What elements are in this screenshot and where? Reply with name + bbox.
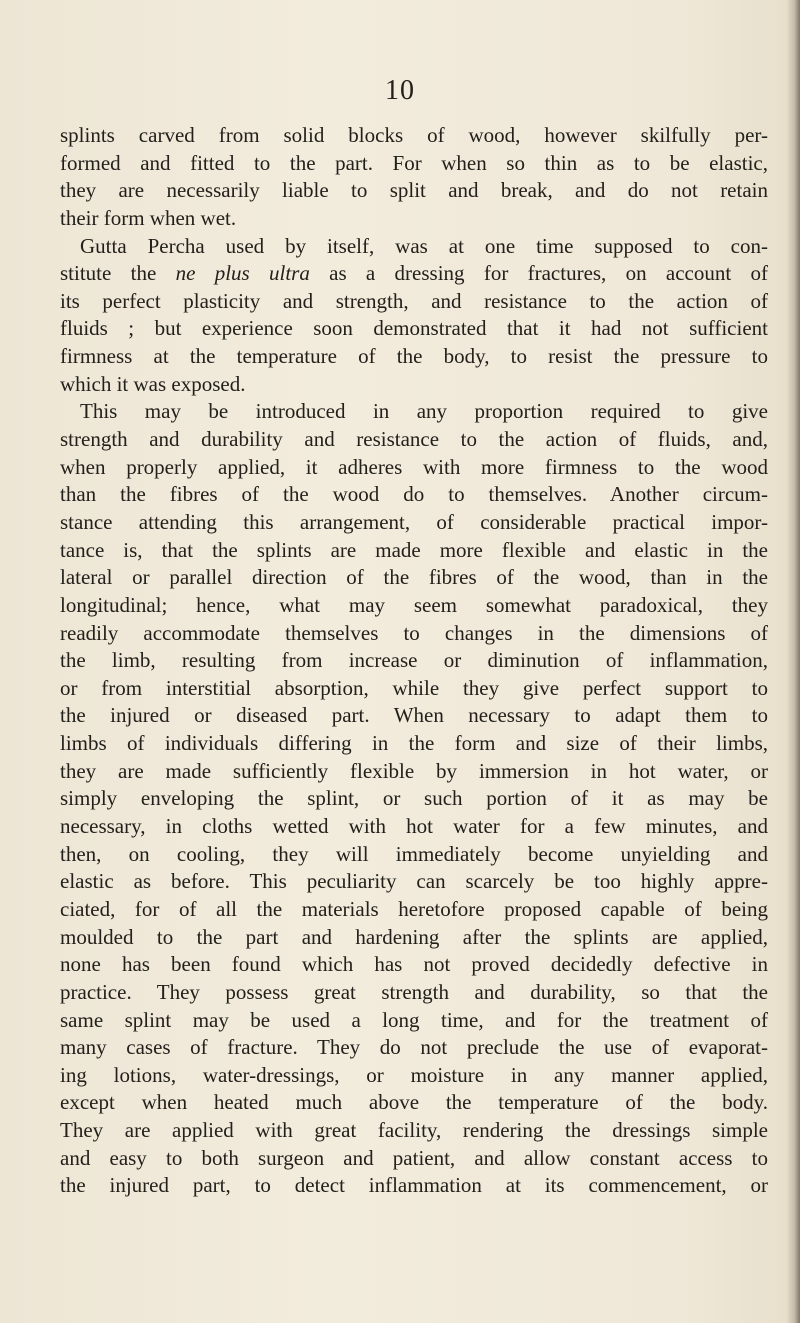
text-line: [60, 260, 768, 288]
text-line: then, on cooling, they will immediately become unyielding and: [60, 841, 768, 866]
text-line: splints carved from solid blocks of wood, however skilfully per-: [60, 123, 768, 147]
text-line: the injured or diseased part. When necessary to adapt them to: [60, 703, 768, 728]
text-line: ing lotions, water-dressings, or moisture in any manner applied,: [60, 1062, 768, 1087]
text-line: their form when wet.: [60, 205, 237, 230]
text-line: or from interstitial absorption, while they give perfect support to: [60, 675, 768, 700]
text-line: elastic as before. This peculiarity can scarcely be too highly appre-: [60, 869, 768, 894]
text-line: firmness at the temperature of the body, to resist the pressure to: [60, 344, 768, 369]
text-line: Gutta Percha used by itself, was at one time supposed to con-: [80, 233, 768, 258]
text-line: and easy to both surgeon and patient, and allow constant access to: [60, 1145, 768, 1170]
text-line: none has been found which has not proved decidedly defective in: [60, 952, 768, 977]
text-line: stance attending this arrangement, of considerable practical impor-: [60, 509, 768, 534]
text-line: they are necessarily liable to split and break, and do not retain: [60, 178, 768, 203]
page-number: 10: [385, 75, 415, 106]
latin-phrase: ne plus ultra: [175, 261, 310, 286]
text-line: except when heated much above the temperature of the body.: [60, 1090, 768, 1115]
text-line: simply enveloping the splint, or such portion of it as may be: [60, 786, 768, 811]
text-line: the injured part, to detect inflammation at its commencement, or: [60, 1173, 768, 1198]
text-line: tance is, that the splints are made more flexible and elastic in the: [60, 537, 768, 562]
text-line: moulded to the part and hardening after the splints are applied,: [60, 924, 768, 949]
text-line: ciated, for of all the materials heretofore proposed capable of being: [60, 896, 768, 921]
text-line: fluids ; but experience soon demonstrated that it had not sufficient: [60, 316, 768, 341]
text-line: its perfect plasticity and strength, and resistance to the action of: [60, 288, 768, 313]
text-line: strength and durability and resistance to the action of fluids, and,: [60, 427, 768, 452]
text-line: They are applied with great facility, rendering the dressings simple: [60, 1118, 768, 1143]
page-edge-shadow: [786, 0, 800, 1323]
text-segment: as a dressing for fractures, on account of: [309, 261, 768, 286]
text-line: limbs of individuals differing in the form and size of their limbs,: [60, 731, 768, 756]
text-line: the limb, resulting from increase or diminution of inflammation,: [60, 648, 768, 673]
text-line: practice. They possess great strength and durability, so that the: [60, 979, 768, 1004]
text-line: lateral or parallel direction of the fibres of the wood, than in the: [60, 565, 768, 590]
text-line: readily accommodate themselves to changes in the dimensions of: [60, 620, 768, 645]
text-line: which it was exposed.: [60, 371, 246, 396]
text-line: same splint may be used a long time, and for the treatment of: [60, 1007, 768, 1032]
text-line: longitudinal; hence, what may seem somewhat paradoxical, they: [60, 592, 768, 617]
text-line: than the fibres of the wood do to themselves. Another circum-: [60, 482, 768, 507]
text-line: formed and fitted to the part. For when so thin as to be elastic,: [60, 150, 768, 175]
text-line: many cases of fracture. They do not preclude the use of evaporat-: [60, 1035, 768, 1060]
text-line: necessary, in cloths wetted with hot water for a few minutes, and: [60, 814, 768, 839]
text-segment: stitute the: [60, 261, 176, 286]
body-text: [60, 122, 768, 1200]
text-line: they are made sufficiently flexible by immersion in hot water, or: [60, 758, 768, 783]
text-line: when properly applied, it adheres with more firmness to the wood: [60, 454, 768, 479]
text-line: This may be introduced in any proportion required to give: [80, 399, 768, 424]
